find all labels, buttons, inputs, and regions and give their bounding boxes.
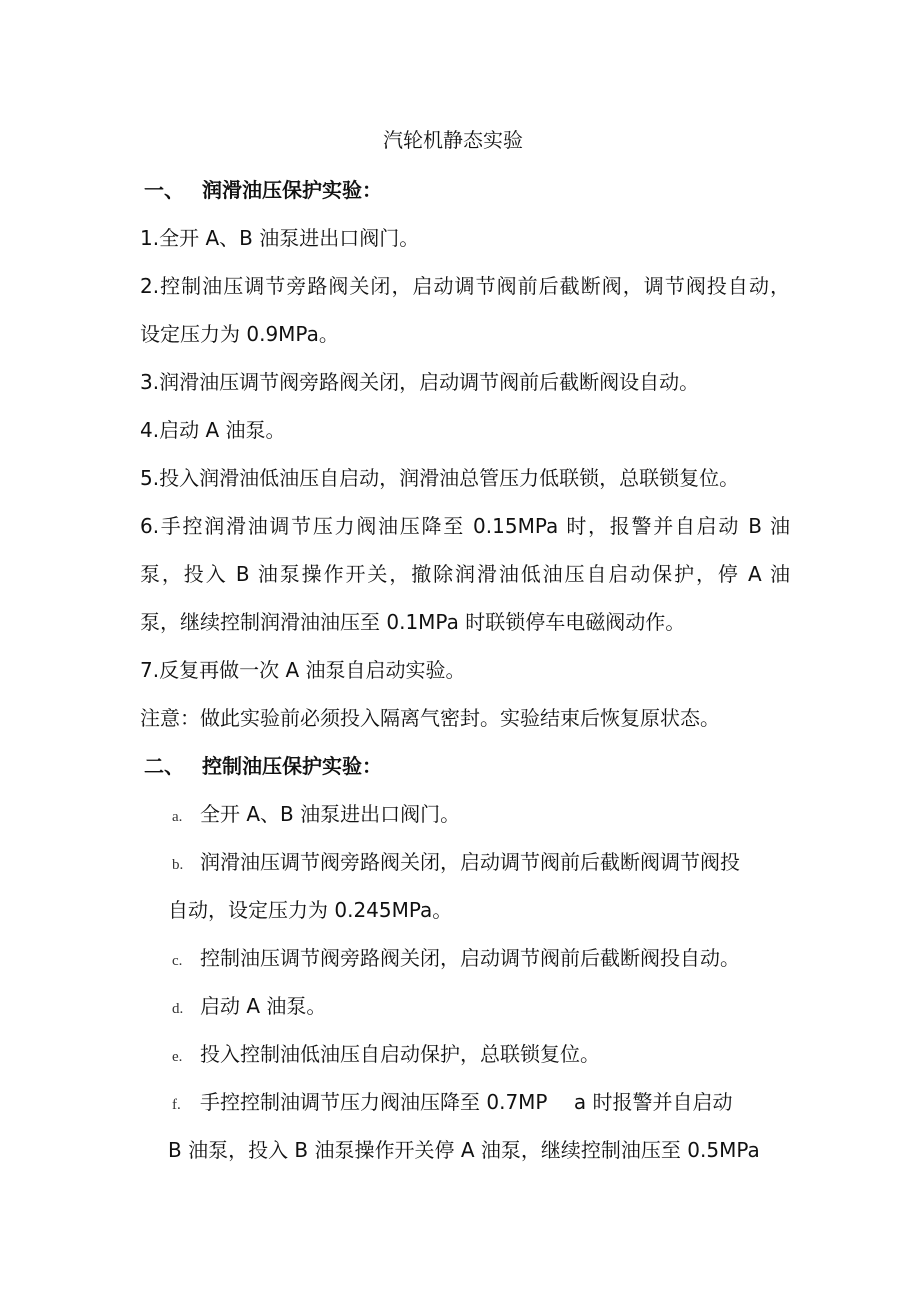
item-marker: d. bbox=[172, 1001, 184, 1017]
item-marker: b. bbox=[172, 857, 184, 873]
section-2-number: 二、 bbox=[144, 754, 184, 778]
section-1-step-2-cont: 设定压力为 0.9MPa。 bbox=[140, 322, 339, 346]
section-2-heading bbox=[144, 752, 794, 780]
item-text: 控制油压调节阀旁路阀关闭，启动调节阀前后截断阀投自动。 bbox=[200, 946, 740, 970]
item-marker: e. bbox=[172, 1049, 183, 1065]
section-1-step-5: 5.投入润滑油低油压自启动，润滑油总管压力低联锁，总联锁复位。 bbox=[140, 466, 740, 490]
item-text: 手控控制油调节压力阀油压降至 0.7MP a 时报警并自启动 bbox=[200, 1090, 733, 1114]
item-marker: f. bbox=[172, 1097, 181, 1113]
section-2-item-f-cont: B 油泵，投入 B 油泵操作开关停 A 油泵，继续控制油压至 0.5MPa bbox=[168, 1138, 760, 1162]
section-1-title: 润滑油压保护实验： bbox=[202, 178, 382, 202]
section-2-item-f bbox=[172, 1088, 822, 1119]
section-1-step-7: 7.反复再做一次 A 油泵自启动实验。 bbox=[140, 658, 466, 682]
section-1-step-4: 4.启动 A 油泵。 bbox=[140, 418, 286, 442]
item-text: 润滑油压调节阀旁路阀关闭，启动调节阀前后截断阀调节阀投 bbox=[200, 850, 740, 874]
item-marker: a. bbox=[172, 809, 183, 825]
section-1-step-3: 3.润滑油压调节阀旁路阀关闭，启动调节阀前后截断阀设自动。 bbox=[140, 370, 700, 394]
section-2-item-a bbox=[172, 800, 822, 831]
section-1-step-1: 1.全开 A、B 油泵进出口阀门。 bbox=[140, 226, 420, 250]
item-marker: c. bbox=[172, 953, 183, 969]
section-1-step-6: 6.手控润滑油调节压力阀油压降至 0.15MPa 时，报警并自启动 B 油 bbox=[140, 514, 790, 538]
section-1-step-2: 2.控制油压调节旁路阀关闭，启动调节阀前后截断阀，调节阀投自动， bbox=[140, 274, 790, 298]
section-2-item-b bbox=[172, 848, 822, 879]
section-2-title: 控制油压保护实验： bbox=[202, 754, 382, 778]
section-2-item-e bbox=[172, 1040, 822, 1071]
item-text: 启动 A 油泵。 bbox=[200, 994, 327, 1018]
section-1-note: 注意：做此实验前必须投入隔离气密封。实验结束后恢复原状态。 bbox=[140, 706, 720, 730]
item-text: 全开 A、B 油泵进出口阀门。 bbox=[200, 802, 461, 826]
section-2-item-c bbox=[172, 944, 822, 975]
section-1-number: 一、 bbox=[144, 178, 184, 202]
item-text: 投入控制油低油压自启动保护，总联锁复位。 bbox=[200, 1042, 600, 1066]
section-2-item-d bbox=[172, 992, 822, 1023]
section-1-heading bbox=[144, 176, 794, 204]
section-2-item-b-cont: 自动，设定压力为 0.245MPa。 bbox=[168, 898, 453, 922]
section-1-step-6-cont-1: 泵，投入 B 油泵操作开关，撤除润滑油低油压自启动保护，停 A 油 bbox=[140, 562, 790, 586]
document-title: 汽轮机静态实验 bbox=[383, 128, 523, 152]
section-1-step-6-cont-2: 泵，继续控制润滑油油压至 0.1MPa 时联锁停车电磁阀动作。 bbox=[140, 610, 686, 634]
